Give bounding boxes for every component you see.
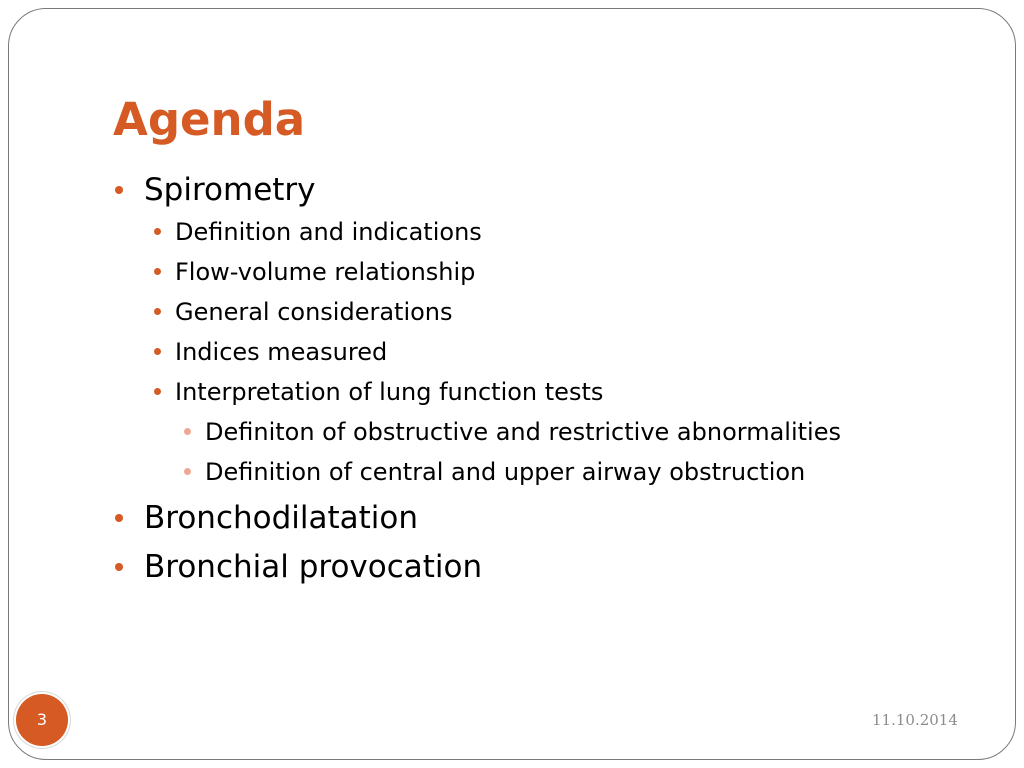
agenda-item-level2 (175, 215, 482, 249)
agenda-item-level3 (205, 415, 841, 449)
agenda-item-text: Interpretation of lung function tests (175, 378, 604, 406)
agenda-item-text: General considerations (175, 298, 453, 326)
agenda-item-level2 (175, 295, 453, 329)
bullet-icon (154, 308, 161, 315)
agenda-item-text: Definition and indications (175, 218, 482, 246)
bullet-icon (115, 514, 123, 522)
footer-date: 11.10.2014 (872, 711, 958, 729)
bullet-icon (154, 228, 161, 235)
agenda-item-text: Indices measured (175, 338, 388, 366)
agenda-item-text: Definition of central and upper airway obstruction (205, 458, 806, 486)
bullet-icon (154, 268, 161, 275)
agenda-item-text: Flow-volume relationship (175, 258, 476, 286)
agenda-item-level1 (144, 547, 482, 587)
agenda-item-text: Spirometry (144, 172, 316, 208)
agenda-item-level1 (144, 498, 418, 538)
bullet-icon (154, 348, 161, 355)
agenda-item-level2 (175, 255, 475, 289)
bullet-icon (115, 563, 123, 571)
bullet-icon (115, 186, 123, 194)
page-number-badge: 3 (16, 694, 68, 746)
agenda-item-text: Bronchial provocation (144, 549, 483, 585)
agenda-item-text: Bronchodilatation (144, 500, 419, 536)
agenda-item-level2 (175, 335, 387, 369)
bullet-icon (184, 428, 191, 435)
bullet-icon (154, 388, 161, 395)
slide-title: Agenda (113, 93, 306, 146)
agenda-item-level2 (175, 375, 603, 409)
agenda-item-level3 (205, 455, 805, 489)
bullet-icon (184, 468, 191, 475)
agenda-item-text: Definiton of obstructive and restrictive abnormalities (205, 418, 841, 446)
agenda-item-level1 (144, 170, 316, 210)
